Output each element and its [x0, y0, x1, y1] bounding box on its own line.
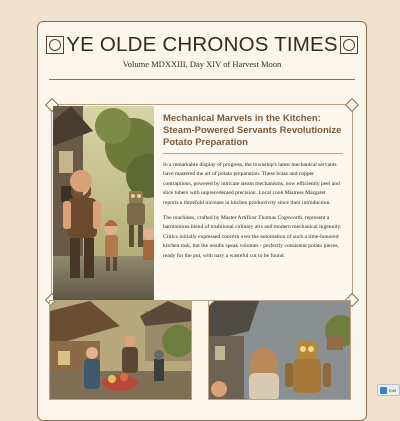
masthead-divider [49, 79, 355, 80]
masthead [48, 30, 356, 60]
article-paragraph: In a remarkable display of progress, the township's latest mechanical servants have mastered the art of potato preparation. These brass and copper contraptions, powered by intricate steam mechanisms, now efficiently peel and slice tubers with unprecedented precision. Local cook Mistress Margaret reports a threefold increase in kitchen productivity since their introduction. [163, 162, 340, 206]
article-thumbnail[interactable] [208, 300, 351, 400]
woman-with-brass-robot-illustration [209, 301, 351, 400]
feature-illustration[interactable] [53, 106, 154, 301]
article-paragraph: The machines, crafted by Master Artificer Thomas Cogsworth, represent a harmonious blend of traditional culinary arts and modern mechanical ingenuity. Critics initially expressed concern over the automation of such a time-honored kitchen task, but the results speak volumes - perfectly consistent potato pieces, ready for the pot, with nary a wasteful cut to be found. [163, 215, 342, 259]
clock-ornament-icon [46, 36, 64, 54]
article-thumbnail[interactable] [49, 300, 192, 400]
newspaper-title: YE OLDE CHRONOS TIMES [66, 33, 338, 56]
feature-text-column [163, 113, 342, 267]
feature-article[interactable] [51, 104, 353, 301]
volume-dateline: Volume MDXXIII, Day XIV of Harvest Moon [122, 59, 282, 69]
village-market-illustration [50, 301, 192, 400]
edit-badge-label: Edit [389, 387, 396, 393]
edit-icon [380, 387, 387, 394]
edit-badge-button[interactable] [377, 384, 400, 396]
headline-divider [163, 153, 343, 154]
corner-diamond-icon [345, 98, 359, 112]
clock-ornament-icon [340, 36, 358, 54]
article-headline[interactable]: Mechanical Marvels in the Kitchen: Steam-Powered Servants Revolutionize Potato Preparation [163, 113, 342, 148]
